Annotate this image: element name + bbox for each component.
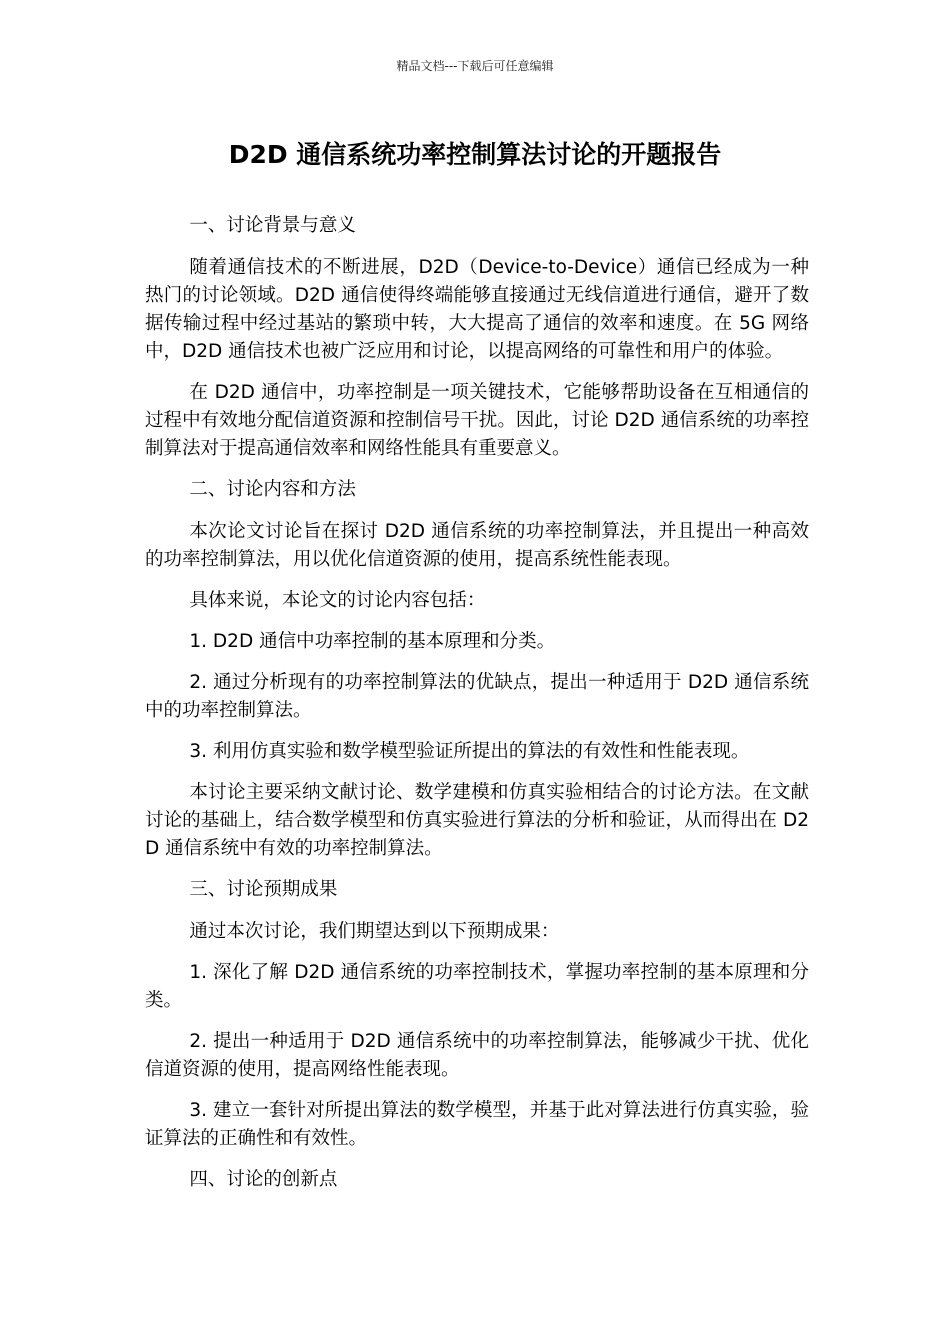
section-heading-expected-results: 三、讨论预期成果 <box>189 879 338 900</box>
paragraph-background-1: 随着通信技术的不断进展，D2D（Device-to-Device）通信已经成为一种热门的讨论领域。D2D 通信使得终端能够直接通过无线信道进行通信，避开了数据传输过程中经过基站的繁琐中转，大大提高了通信的效率和速度。在 5G 网络中，D2D 通信技术也被广泛应用和讨论，以提高网络的可靠性和用户的体验。 <box>145 257 809 362</box>
list-item-result-1: 1. 深化了解 D2D 通信系统的功率控制技术，掌握功率控制的基本原理和分类。 <box>145 962 809 1011</box>
document-title: D2D 通信系统功率控制算法讨论的开题报告 <box>228 140 722 169</box>
section-heading-innovation: 四、讨论的创新点 <box>189 1169 338 1190</box>
section-heading-content-method: 二、讨论内容和方法 <box>189 479 356 500</box>
list-item-content-2: 2. 通过分析现有的功率控制算法的优缺点，提出一种适用于 D2D 通信系统中的功率控制算法。 <box>145 672 809 721</box>
list-item-content-3: 3. 利用仿真实验和数学模型验证所提出的算法的有效性和性能表现。 <box>189 741 750 762</box>
paragraph-method: 本讨论主要采纳文献讨论、数学建模和仿真实验相结合的讨论方法。在文献讨论的基础上，结合数学模型和仿真实验进行算法的分析和验证，从而得出在 D2D 通信系统中有效的功率控制算法。 <box>145 782 809 859</box>
header-note: 精品文档---下载后可任意编辑 <box>396 59 554 73</box>
section-heading-background: 一、讨论背景与意义 <box>189 215 356 236</box>
paragraph-background-2: 在 D2D 通信中，功率控制是一项关键技术，它能够帮助设备在互相通信的过程中有效地分配信道资源和控制信号干扰。因此，讨论 D2D 通信系统的功率控制算法对于提高通信效率和网络性能具有重要意义。 <box>145 382 809 459</box>
document-body <box>145 212 809 1208</box>
paragraph-content-aim: 本次论文讨论旨在探讨 D2D 通信系统的功率控制算法，并且提出一种高效的功率控制算法，用以优化信道资源的使用，提高系统性能表现。 <box>145 521 809 570</box>
paragraph-content-intro: 具体来说，本论文的讨论内容包括： <box>189 590 486 611</box>
list-item-result-2: 2. 提出一种适用于 D2D 通信系统中的功率控制算法，能够减少干扰、优化信道资源的使用，提高网络性能表现。 <box>145 1031 809 1080</box>
list-item-result-3: 3. 建立一套针对所提出算法的数学模型，并基于此对算法进行仿真实验，验证算法的正确性和有效性。 <box>145 1100 809 1149</box>
paragraph-results-intro: 通过本次讨论，我们期望达到以下预期成果： <box>189 921 560 942</box>
list-item-content-1: 1. D2D 通信中功率控制的基本原理和分类。 <box>189 631 556 652</box>
